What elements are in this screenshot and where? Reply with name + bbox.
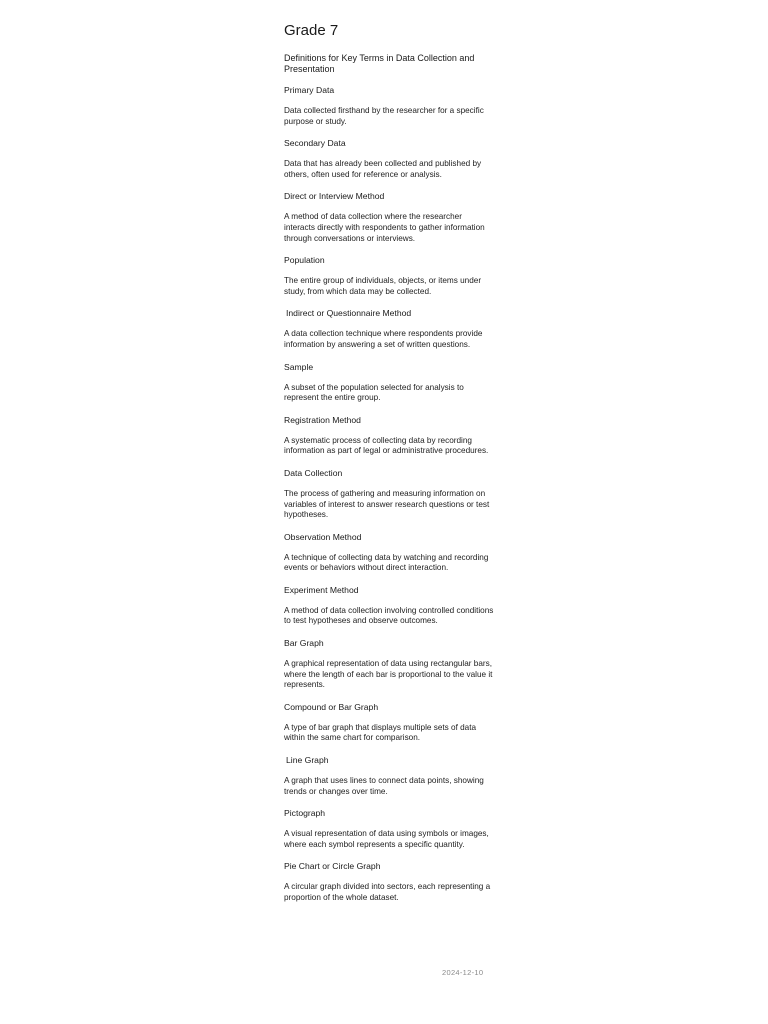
definition-bar-graph: A graphical representation of data using rectangular bars, where the length of each bar is proportional to the value it represents. [284, 659, 493, 690]
definition-indirect-questionnaire-method: A data collection technique where respondents provide information by answering a set of written questions. [284, 329, 483, 349]
grade-title: Grade 7 [284, 22, 339, 39]
term-registration-method: Registration Method [284, 414, 361, 425]
definition-pictograph: A visual representation of data using symbols or images, where each symbol represents a specific quantity. [284, 829, 489, 849]
document-title: Definitions for Key Terms in Data Collection and Presentation [284, 53, 475, 74]
term-primary-data: Primary Data [284, 85, 335, 95]
definition-sample: A subset of the population selected for analysis to represent the entire group. [284, 382, 464, 403]
term-pie-chart: Pie Chart or Circle Graph [284, 861, 381, 872]
definition-data-collection: The process of gathering and measuring information on variables of interest to answer research questions or test hypotheses. [284, 488, 490, 520]
term-sample: Sample [284, 361, 314, 372]
document-page [284, 22, 494, 915]
term-bar-graph: Bar Graph [284, 638, 324, 649]
term-population: Population [284, 255, 325, 266]
document-date: 2024-12-10 [442, 968, 484, 977]
definition-pie-chart: A circular graph divided into sectors, each representing a proportion of the whole dataset. [284, 882, 491, 902]
definition-experiment-method: A method of data collection involving controlled conditions to test hypotheses and observe outcomes. [284, 605, 494, 626]
term-experiment-method: Experiment Method [284, 584, 359, 595]
term-line-graph: Line Graph [286, 755, 329, 766]
term-compound-bar-graph: Compound or Bar Graph [284, 701, 379, 712]
definition-line-graph: A graph that uses lines to connect data points, showing trends or changes over time. [284, 776, 484, 796]
definition-observation-method: A technique of collecting data by watching and recording events or behaviors without direct interaction. [284, 552, 489, 573]
term-indirect-questionnaire-method: Indirect or Questionnaire Method [286, 308, 412, 319]
definition-direct-interview-method: A method of data collection where the researcher interacts directly with respondents to gather information through conversations or interviews. [284, 212, 485, 243]
term-direct-interview-method: Direct or Interview Method [284, 191, 385, 202]
term-data-collection: Data Collection [284, 467, 343, 478]
definition-secondary-data: Data that has already been collected and published by others, often used for reference or analysis. [284, 159, 482, 179]
definition-compound-bar-graph: A type of bar graph that displays multiple sets of data within the same chart for comparison. [284, 722, 477, 743]
definition-population: The entire group of individuals, objects, or items under study, from which data may be collected. [284, 276, 482, 296]
term-secondary-data: Secondary Data [284, 138, 346, 149]
term-observation-method: Observation Method [284, 531, 362, 542]
term-pictograph: Pictograph [284, 808, 326, 819]
definition-registration-method: A systematic process of collecting data by recording information as part of legal or administrative procedures. [284, 435, 489, 456]
definition-primary-data: Data collected firsthand by the researcher for a specific purpose or study. [284, 106, 484, 126]
